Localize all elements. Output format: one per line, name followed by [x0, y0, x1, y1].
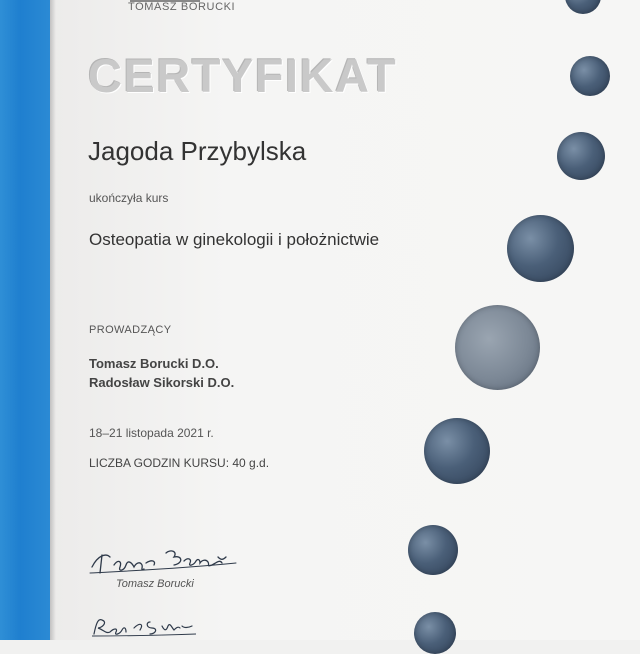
blue-edge-strip [0, 0, 50, 640]
instructors-label: PROWADZĄCY [89, 324, 172, 336]
decorative-dot [414, 612, 456, 654]
course-hours: LICZBA GODZIN KURSU: 40 g.d. [89, 456, 270, 470]
course-name: Osteopatia w ginekologii i położnictwie [89, 230, 380, 249]
header-logo-name: TOMASZ BORUCKI [128, 1, 236, 13]
recipient-name: Jagoda Przybylska [88, 136, 307, 166]
completed-course-text: ukończyła kurs [89, 191, 169, 205]
decorative-dot [424, 418, 490, 484]
decorative-dot [570, 56, 610, 96]
handwritten-signature [88, 614, 198, 638]
signature-name: Tomasz Borucki [116, 578, 194, 590]
decorative-dot [557, 132, 605, 180]
instructor-name: Radosław Sikorski D.O. [89, 375, 235, 390]
decorative-dot [455, 305, 540, 390]
decorative-dot [408, 525, 458, 575]
handwritten-signature [86, 545, 246, 577]
decorative-dot [507, 215, 574, 282]
certificate-title: CERTYFIKAT [88, 49, 398, 102]
instructor-name: Tomasz Borucki D.O. [89, 356, 219, 371]
course-dates: 18–21 listopada 2021 r. [89, 426, 214, 440]
sheet-edge-shadow [50, 0, 56, 640]
